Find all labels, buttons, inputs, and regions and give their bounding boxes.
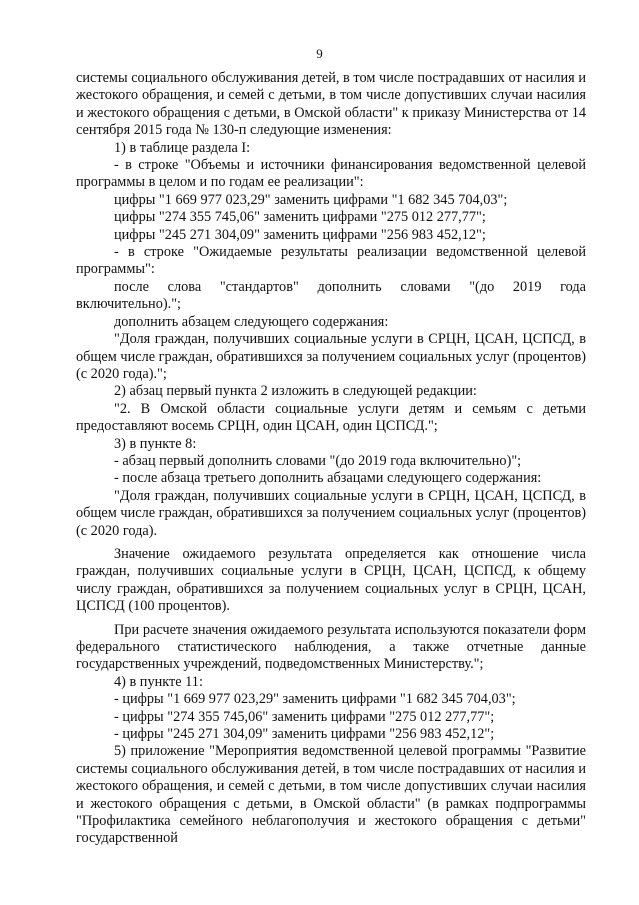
paragraph: "Доля граждан, получивших социальные услуги в СРЦН, ЦСАН, ЦСПСД, в общем числе граждан, обратившихся за получением социальных услуг (процентов) (с 2020 года). [76,487,586,539]
paragraph: "2. В Омской области социальные услуги детям и семьям с детьми предоставляют восемь СРЦН, один ЦСАН, один ЦСПСД."; [76,400,586,435]
paragraph: после слова "стандартов" дополнить словами "(до 2019 года включительно)."; [76,278,586,313]
paragraph: - цифры "1 669 977 023,29" заменить цифрами "1 682 345 704,03"; [114,691,516,708]
document-body [76,70,586,848]
paragraph: - после абзаца третьего дополнить абзацами следующего содержания: [114,470,542,487]
paragraph: Значение ожидаемого результата определяется как отношение числа граждан, получивших социальные услуги в СРЦН, ЦСАН, ЦСПСД, к общему числу граждан, обратившихся за получением социальных услуг в СРЦН, ЦСАН, ЦСПСД (100 процентов). [76,545,586,615]
paragraph: При расчете значения ожидаемого результата используются показатели форм федерального статистического наблюдения, а также отчетные данные государственных учреждений, подведомственных Министерству."; [76,621,586,673]
paragraph: 2) абзац первый пункта 2 изложить в следующей редакции: [114,383,477,400]
paragraph: 1) в таблице раздела I: [114,139,251,156]
paragraph: дополнить абзацем следующего содержания: [114,313,389,330]
page-number: 9 [316,46,323,61]
paragraph: - абзац первый дополнить словами "(до 2019 года включительно)"; [114,452,522,469]
paragraph: - цифры "274 355 745,06" заменить цифрами "275 012 277,77"; [114,708,495,725]
paragraph: - цифры "245 271 304,09" заменить цифрами "256 983 452,12"; [114,726,495,743]
paragraph: 5) приложение "Мероприятия ведомственной целевой программы "Развитие системы социального обслуживания детей, в том числе пострадавших от насилия и жестокого обращения, и семей с детьми, в том числе допустивших случаи насилия и жестокого обращения с детьми, в Омской области" (в рамках подпрограммы "Профилактика семейного неблагополучия и жестокого обращения с детьми" государственной [76,743,586,847]
paragraph: 4) в пункте 11: [114,673,203,690]
paragraph: цифры "245 271 304,09" заменить цифрами "256 983 452,12"; [114,226,486,243]
paragraph: системы социального обслуживания детей, в том числе пострадавших от насилия и жестокого обращения, и семей с детьми, в том числе допустивших случаи насилия и жестокого обращения с детьми, в Омской области" к приказу Министерства от 14 сентября 2015 года № 130-п следующие изменения: [76,70,586,139]
paragraph: цифры "274 355 745,06" заменить цифрами "275 012 277,77"; [114,209,486,226]
paragraph: 3) в пункте 8: [114,435,197,452]
paragraph: "Доля граждан, получивших социальные услуги в СРЦН, ЦСАН, ЦСПСД, в общем числе граждан, обратившихся за получением социальных услуг (процентов) (с 2020 года)."; [76,331,586,382]
paragraph: цифры "1 669 977 023,29" заменить цифрами "1 682 345 704,03"; [114,191,508,208]
paragraph: - в строке "Объемы и источники финансирования ведомственной целевой программы в целом и по годам ее реализации": [76,157,586,191]
paragraph: - в строке "Ожидаемые результаты реализации ведомственной целевой программы": [76,244,586,278]
